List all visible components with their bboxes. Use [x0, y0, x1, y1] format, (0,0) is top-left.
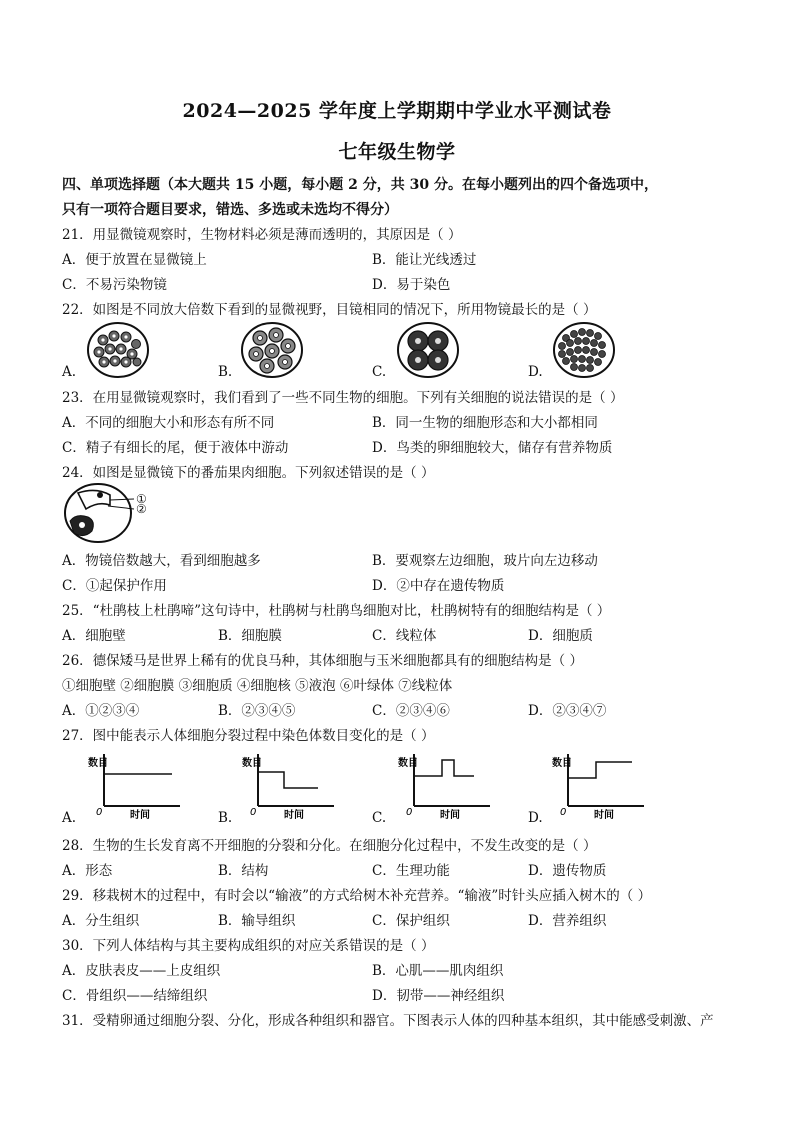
- graph-c-line: [414, 760, 474, 776]
- question-27-option-d: D.: [528, 810, 543, 826]
- cell-label-1: ①: [136, 492, 147, 506]
- question-26-option-b: B．②③④⑤: [218, 703, 296, 719]
- question-22-option-a: A.: [62, 364, 77, 380]
- question-24-option-c: C．①起保护作用: [62, 578, 167, 594]
- graph-c-origin: 0: [406, 807, 413, 818]
- question-30-option-c: C．骨组织——结缔组织: [62, 988, 208, 1004]
- question-29-stem: 29．移栽树木的过程中，有时会以“输液”的方式给树木补充营养。“输液”时针头应插入树木的（ ）: [62, 888, 652, 904]
- question-25-stem: 25．“杜鹃枝上杜鹃啼”这句诗中，杜鹃树与杜鹃鸟细胞对比，杜鹃树特有的细胞结构是（ ）: [62, 603, 611, 619]
- section-heading-line-1: 四、单项选择题（本大题共 15 小题，每小题 2 分，共 30 分。在每小题列出的四个备选项中，: [62, 177, 658, 193]
- question-21-option-c: C．不易污染物镜: [62, 277, 167, 293]
- question-29-option-c: C．保护组织: [372, 913, 450, 929]
- question-31-stem: 31．受精卵通过细胞分裂、分化，形成各种组织和器官。下图表示人体的四种基本组织，其中能感受刺激、产: [62, 1013, 714, 1029]
- exam-title: 2024—2025 学年度上学期期中学业水平测试卷: [182, 100, 612, 122]
- graph-d-origin: 0: [560, 807, 567, 818]
- question-23-option-a: A．不同的细胞大小和形态有所不同: [62, 415, 275, 431]
- question-28-stem: 28．生物的生长发育离不开细胞的分裂和分化。在细胞分化过程中，不发生改变的是（ ）: [62, 838, 597, 854]
- question-27-option-a: A.: [62, 810, 77, 826]
- question-21-option-a: A．便于放置在显微镜上: [62, 252, 207, 268]
- graph-a-origin: 0: [96, 807, 103, 818]
- graph-c-xlabel: 时间: [440, 810, 460, 821]
- question-26-option-d: D．②③④⑦: [528, 703, 607, 719]
- question-21-option-b: B．能让光线透过: [372, 252, 477, 268]
- chromosome-graph-b: [238, 752, 338, 822]
- chromosome-graph-a: [84, 752, 184, 822]
- microscope-view-a-image: [86, 322, 150, 378]
- graph-d-xlabel: 时间: [594, 810, 614, 821]
- question-29-option-b: B．输导组织: [218, 913, 296, 929]
- question-23-option-b: B．同一生物的细胞形态和大小都相同: [372, 415, 598, 431]
- microscope-view-d-image: [552, 322, 616, 378]
- cell-label-2: ②: [136, 502, 147, 516]
- question-23-option-c: C．精子有细长的尾，便于液体中游动: [62, 440, 289, 456]
- question-25-option-d: D．细胞质: [528, 628, 593, 644]
- question-29-option-d: D．营养组织: [528, 913, 607, 929]
- question-29-option-a: A．分生组织: [62, 913, 140, 929]
- graph-a-xlabel: 时间: [130, 810, 150, 821]
- graph-c-ylabel: 数目: [398, 758, 418, 769]
- section-heading-line-2: 只有一项符合题目要求，错选、多选或未选均不得分）: [62, 202, 398, 218]
- question-28-option-d: D．遗传物质: [528, 863, 607, 879]
- chromosome-graph-d: [548, 752, 648, 822]
- microscope-view-b-image: [240, 322, 304, 378]
- question-26-option-a: A．①②③④: [62, 703, 140, 719]
- question-22-option-b: B.: [218, 364, 233, 380]
- question-24-option-a: A．物镜倍数越大，看到细胞越多: [62, 553, 261, 569]
- question-22-option-d: D.: [528, 364, 543, 380]
- graph-d-ylabel: 数目: [552, 758, 572, 769]
- question-24-option-b: B．要观察左边细胞，玻片向左边移动: [372, 553, 598, 569]
- question-22-option-c: C.: [372, 364, 387, 380]
- question-21-option-d: D．易于染色: [372, 277, 451, 293]
- question-28-option-b: B．结构: [218, 863, 269, 879]
- question-24-stem: 24．如图是显微镜下的番茄果肉细胞。下列叙述错误的是（ ）: [62, 465, 435, 481]
- graph-b-line: [258, 772, 318, 788]
- microscope-view-c-image: [396, 322, 460, 378]
- chromosome-graph-c: [394, 752, 494, 822]
- question-22-stem: 22．如图是不同放大倍数下看到的显微视野，目镜相同的情况下，所用物镜最长的是（ ）: [62, 302, 597, 318]
- question-25-option-c: C．线粒体: [372, 628, 437, 644]
- graph-b-origin: 0: [250, 807, 257, 818]
- question-30-option-d: D．韧带——神经组织: [372, 988, 505, 1004]
- exam-subtitle: 七年级生物学: [338, 141, 456, 163]
- question-30-option-a: A．皮肤表皮——上皮组织: [62, 963, 221, 979]
- graph-a-ylabel: 数目: [88, 758, 108, 769]
- graph-b-ylabel: 数目: [242, 758, 262, 769]
- question-27-stem: 27．图中能表示人体细胞分裂过程中染色体数目变化的是（ ）: [62, 728, 435, 744]
- question-25-option-a: A．细胞壁: [62, 628, 126, 644]
- question-27-option-b: B.: [218, 810, 233, 826]
- question-26-stem: 26．德保矮马是世界上稀有的优良马种，其体细胞与玉米细胞都具有的细胞结构是（ ）: [62, 653, 583, 669]
- graph-d-line: [568, 762, 632, 778]
- question-26-option-c: C．②③④⑥: [372, 703, 450, 719]
- question-25-option-b: B．细胞膜: [218, 628, 282, 644]
- question-30-stem: 30．下列人体结构与其主要构成组织的对应关系错误的是（ ）: [62, 938, 435, 954]
- graph-b-xlabel: 时间: [284, 810, 304, 821]
- question-23-stem: 23．在用显微镜观察时，我们看到了一些不同生物的细胞。下列有关细胞的说法错误的是（ ）: [62, 390, 624, 406]
- question-26-items: ①细胞壁 ②细胞膜 ③细胞质 ④细胞核 ⑤液泡 ⑥叶绿体 ⑦线粒体: [62, 678, 453, 694]
- question-27-option-c: C.: [372, 810, 387, 826]
- question-28-option-c: C．生理功能: [372, 863, 450, 879]
- question-21-stem: 21．用显微镜观察时，生物材料必须是薄而透明的，其原因是（ ）: [62, 227, 462, 243]
- question-23-option-d: D．鸟类的卵细胞较大，储存有营养物质: [372, 440, 613, 456]
- question-24-option-d: D．②中存在遗传物质: [372, 578, 505, 594]
- question-28-option-a: A．形态: [62, 863, 113, 879]
- question-30-option-b: B．心肌——肌肉组织: [372, 963, 504, 979]
